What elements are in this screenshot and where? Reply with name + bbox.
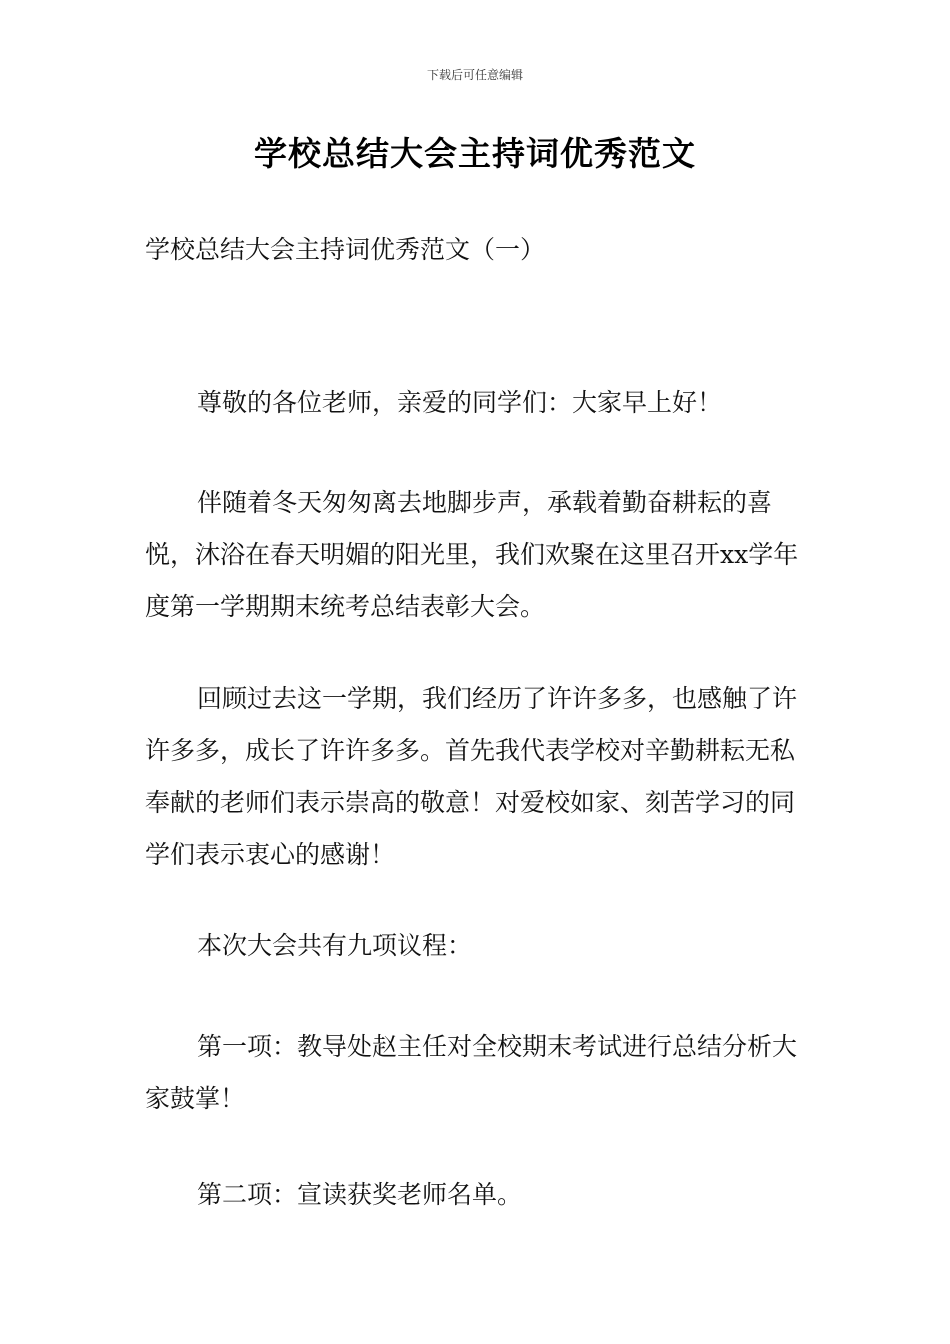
paragraph-agenda-intro: 本次大会共有九项议程： [197, 931, 473, 960]
paragraph-agenda-item-1: 第一项：教导处赵主任对全校期末考试进行总结分析大家鼓掌！ [145, 1032, 798, 1113]
header-note: 下载后可任意编辑 [426, 68, 523, 82]
document-title: 学校总结大会主持词优秀范文 [254, 134, 696, 173]
paragraph-review: 回顾过去这一学期，我们经历了许许多多，也感触了许许多多，成长了许许多多。首先我代表学校对辛勤耕耘无私奉献的老师们表示崇高的敬意！对爱校如家、刻苦学习的同学们表示衷心的感谢！ [145, 684, 798, 869]
paragraph-opening: 伴随着冬天匆匆离去地脚步声，承载着勤奋耕耘的喜悦，沐浴在春天明媚的阳光里，我们欢聚在这里召开xx学年度第一学期期末统考总结表彰大会。 [145, 488, 799, 621]
paragraph-greeting: 尊敬的各位老师，亲爱的同学们：大家早上好！ [197, 388, 723, 417]
paragraph-agenda-item-2: 第二项：宣读获奖老师名单。 [197, 1180, 523, 1209]
section-subtitle: 学校总结大会主持词优秀范文（一） [145, 235, 546, 264]
